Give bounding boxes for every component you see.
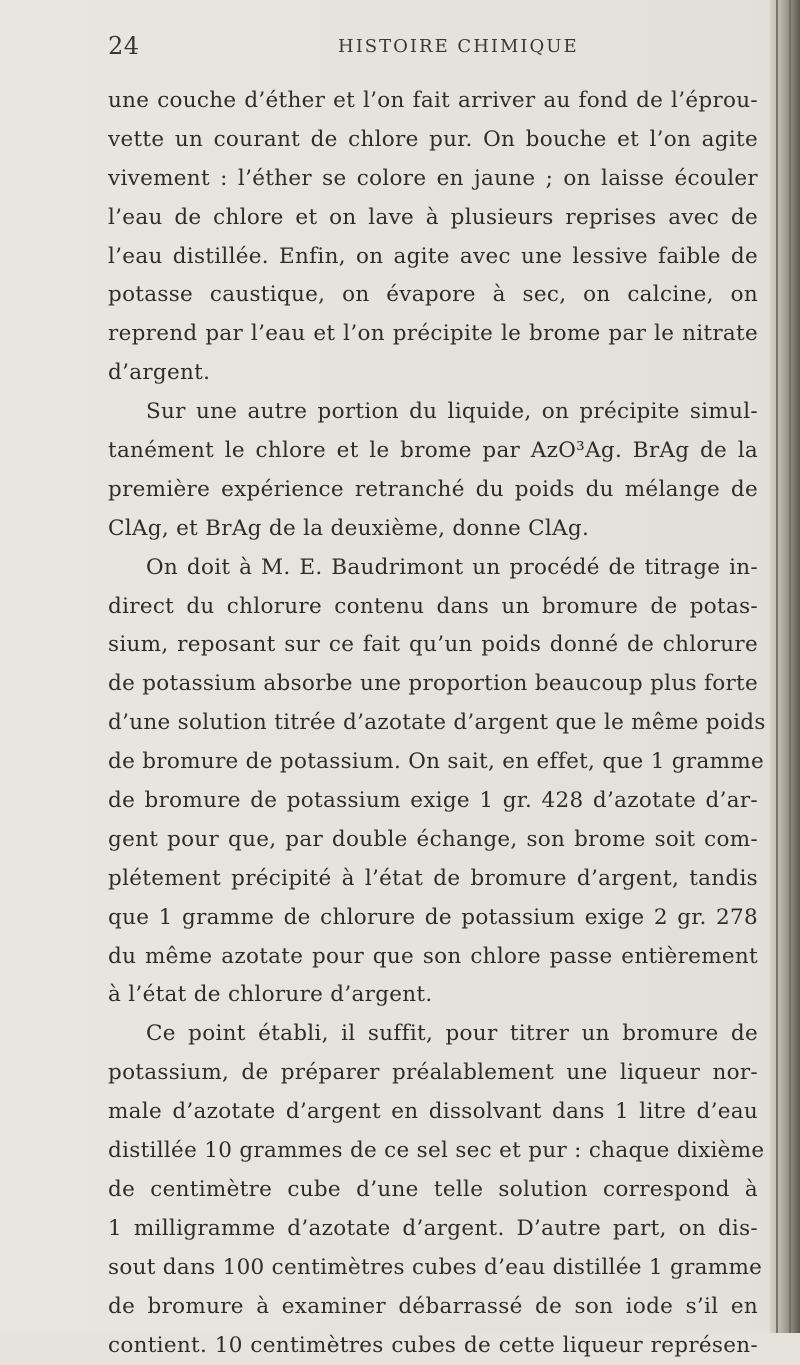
text-line: On doit à M. E. Baudrimont un procédé de titrage in- xyxy=(108,549,758,588)
text-line: l’eau de chlore et on lave à plusieurs reprises avec de xyxy=(108,199,758,238)
text-line: sium, reposant sur ce fait qu’un poids donné de chlorure xyxy=(108,626,758,665)
text-line: plétement précipité à l’état de bromure d’argent, tandis xyxy=(108,860,758,899)
text-line: potassium, de préparer préalablement une liqueur nor- xyxy=(108,1054,758,1093)
text-line: de potassium absorbe une proportion beaucoup plus forte xyxy=(108,665,758,704)
edge-shadow-line xyxy=(776,0,778,1333)
text-line: direct du chlorure contenu dans un bromure de potas- xyxy=(108,588,758,627)
text-line: sout dans 100 centimètres cubes d’eau distillée 1 gramme xyxy=(108,1249,758,1288)
text-line: Ce point établi, il suffit, pour titrer un bromure de xyxy=(108,1015,758,1054)
text-line: de bromure de potassium. On sait, en effet, que 1 gramme xyxy=(108,743,758,782)
text-line: vette un courant de chlore pur. On bouche et l’on agite xyxy=(108,121,758,160)
text-line: de centimètre cube d’une telle solution correspond à xyxy=(108,1171,758,1210)
running-head: HISTOIRE CHIMIQUE xyxy=(338,36,579,57)
text-line: première expérience retranché du poids du mélange de xyxy=(108,471,758,510)
text-line: Sur une autre portion du liquide, on précipite simul- xyxy=(108,393,758,432)
text-line: contient. 10 centimètres cubes de cette liqueur représen- xyxy=(108,1327,758,1365)
text-line: ClAg, et BrAg de la deuxième, donne ClAg. xyxy=(108,510,758,549)
text-line: l’eau distillée. Enfin, on agite avec une lessive faible de xyxy=(108,238,758,277)
text-line: 1 milligramme d’azotate d’argent. D’autre part, on dis- xyxy=(108,1210,758,1249)
text-line: d’argent. xyxy=(108,354,758,393)
text-line: vivement : l’éther se colore en jaune ; on laisse écouler xyxy=(108,160,758,199)
body-text xyxy=(108,82,758,1365)
text-line: à l’état de chlorure d’argent. xyxy=(108,976,758,1015)
edge-shadow-line xyxy=(789,0,791,1333)
text-line: potasse caustique, on évapore à sec, on calcine, on xyxy=(108,276,758,315)
text-line: tanément le chlore et le brome par AzO³Ag. BrAg de la xyxy=(108,432,758,471)
text-line: male d’azotate d’argent en dissolvant dans 1 litre d’eau xyxy=(108,1093,758,1132)
text-line: gent pour que, par double échange, son brome soit com- xyxy=(108,821,758,860)
text-line: de bromure à examiner débarrassé de son iode s’il en xyxy=(108,1288,758,1327)
text-line: d’une solution titrée d’azotate d’argent que le même poids xyxy=(108,704,758,743)
text-line: du même azotate pour que son chlore passe entièrement xyxy=(108,938,758,977)
text-line: distillée 10 grammes de ce sel sec et pur : chaque dixième xyxy=(108,1132,758,1171)
text-line: une couche d’éther et l’on fait arriver au fond de l’éprou- xyxy=(108,82,758,121)
text-line: de bromure de potassium exige 1 gr. 428 d’azotate d’ar- xyxy=(108,782,758,821)
page-number: 24 xyxy=(108,32,140,60)
text-line: que 1 gramme de chlorure de potassium exige 2 gr. 278 xyxy=(108,899,758,938)
page-header xyxy=(108,32,758,68)
text-line: reprend par l’eau et l’on précipite le brome par le nitrate xyxy=(108,315,758,354)
page-binding-edge xyxy=(770,0,800,1333)
